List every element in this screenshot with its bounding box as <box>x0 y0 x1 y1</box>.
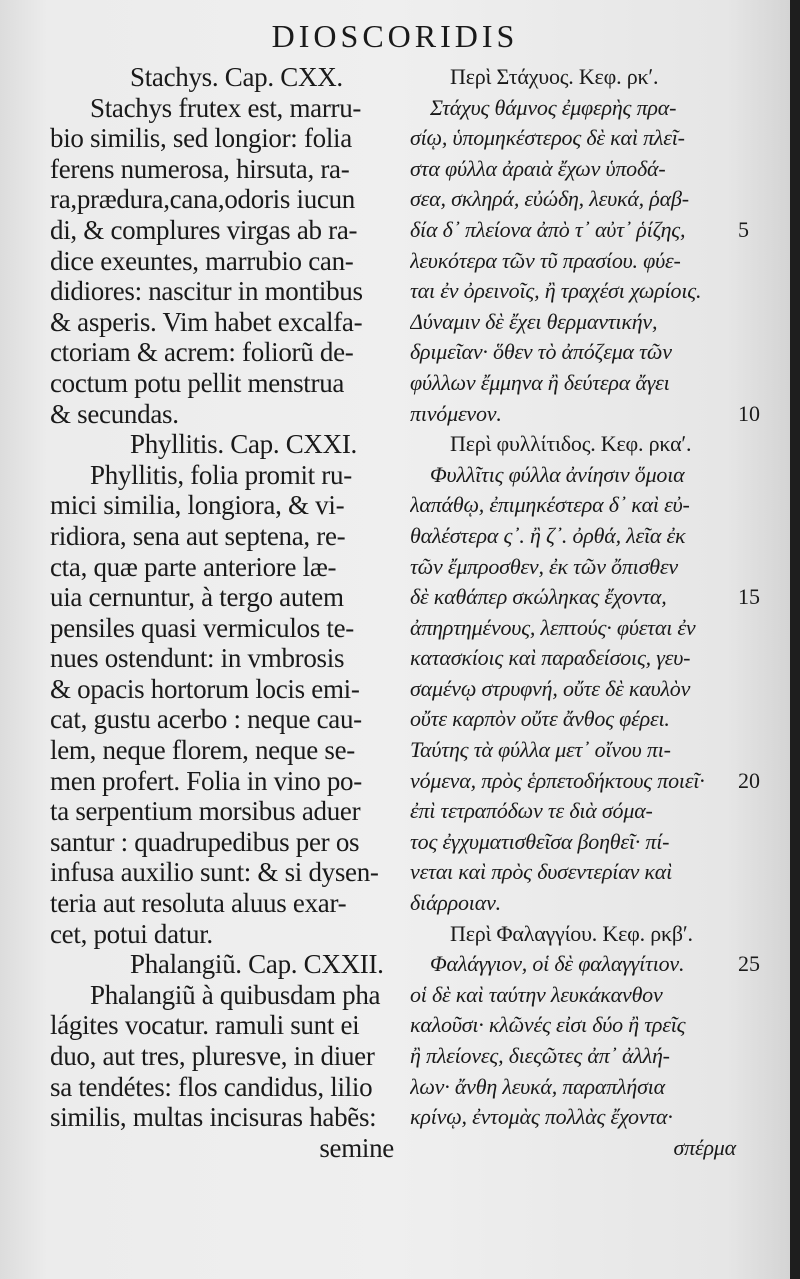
latin-text-line: cat, gustu acerbo : neque cau- <box>50 704 362 735</box>
greek-text-line: στα φύλλα ἀραιὰ ἔχων ὑποδά- <box>410 155 666 181</box>
greek-text-line: φύλλων ἔμμηνα ἢ δεύτερα ἄγει <box>410 369 670 395</box>
greek-text-line: Φυλλῖτις φύλλα ἀνίησιν ὅμοια <box>430 461 685 487</box>
greek-text-line: θαλέστερα ς᾽. ἢ ζ᾽. ὀρθά, λεῖα ἐκ <box>410 522 686 548</box>
latin-text-line: mici similia, longiora, & vi- <box>50 490 345 521</box>
greek-text-line: οἱ δὲ καὶ ταύτην λευκάκανθον <box>410 981 663 1007</box>
latin-text-line: duo, aut tres, pluresve, in diuer <box>50 1041 375 1071</box>
greek-text-line: νόμενα, πρὸς ἑρπετοδήκτους ποιεῖ· <box>410 767 705 793</box>
greek-text-line: τῶν ἔμπροσθεν, ἐκ τῶν ὄπισθεν <box>410 553 678 579</box>
latin-chapter-heading: Stachys. Cap. CXX. <box>130 62 343 92</box>
greek-text-line: Δύναμιν δὲ ἔχει θερμαντικήν, <box>410 308 658 334</box>
latin-text-line: lágites vocatur. ramuli sunt ei <box>50 1010 360 1041</box>
latin-text-line: Stachys frutex est, marru- <box>90 92 362 123</box>
latin-text-line: ferens numerosa, hirsuta, ra- <box>50 153 350 184</box>
greek-text-line: κρίνῳ, ἐντομὰς πολλὰς ἔχοντα· <box>410 1104 673 1130</box>
greek-text-line: διάρροιαν. <box>410 890 501 916</box>
greek-text-line: καλοῦσι· κλῶνές εἰσι δύο ἢ τρεῖς <box>410 1012 686 1038</box>
greek-text-line: ἢ πλείονες, διεςῶτες ἀπ᾽ ἀλλή- <box>410 1043 670 1068</box>
latin-text-line: ra,prædura,cana,odoris iucun <box>50 184 355 215</box>
greek-text-line: Ταύτης τὰ φύλλα μετ᾽ οἴνου πι- <box>410 737 671 763</box>
greek-text-line: δὲ καθάπερ σκώληκας ἔχοντα, <box>410 584 667 610</box>
margin-line-number: 15 <box>738 584 760 610</box>
margin-line-number: 25 <box>738 951 760 977</box>
latin-chapter-heading: Phyllitis. Cap. CXXI. <box>130 429 357 460</box>
greek-text-line: ται ἐν ὀρεινοῖς, ἢ τραχέσι χωρίοις. <box>410 278 702 304</box>
latin-catchword: semine <box>319 1132 394 1163</box>
page-edge <box>790 0 800 1279</box>
latin-text-line: dice exeuntes, marrubio can- <box>50 245 354 276</box>
greek-chapter-heading: Περὶ Φαλαγγίου. Κεφ. ρκβʹ. <box>450 920 693 946</box>
latin-text-line: cta, quæ parte anteriore læ- <box>50 551 337 582</box>
greek-chapter-heading: Περὶ φυλλίτιδος. Κεφ. ρκαʹ. <box>450 431 692 457</box>
margin-line-number: 10 <box>738 400 760 426</box>
latin-column <box>50 62 402 1163</box>
running-head: DIOSCORIDIS <box>271 18 519 54</box>
greek-text-line: οὔτε καρπὸν οὔτε ἄνθος φέρει. <box>410 706 670 732</box>
latin-text-line: bio similis, sed longior: folia <box>50 123 352 154</box>
greek-text-line: λων· ἄνθη λευκά, παραπλήσια <box>410 1073 666 1099</box>
greek-text-line: κατασκίοις καὶ παραδείσοις, γευ- <box>410 645 691 671</box>
latin-text-line: pensiles quasi vermiculos te- <box>50 612 354 643</box>
greek-text-line: δριμεῖαν· ὅθεν τὸ ἀπόζεμα τῶν <box>410 339 672 365</box>
greek-text-line: σεα, σκληρά, εὐώδη, λευκά, ῥαβ- <box>410 186 689 212</box>
greek-chapter-heading: Περὶ Στάχυος. Κεφ. ρκʹ. <box>450 64 659 89</box>
margin-line-number: 20 <box>738 767 760 793</box>
latin-text-line: infusa auxilio sunt: & si dysen- <box>50 857 379 888</box>
latin-text-line: nues ostendunt: in vmbrosis <box>50 643 345 674</box>
greek-text-line: ἀπηρτημένους, λεπτούς· φύεται ἐν <box>410 614 696 640</box>
latin-text-line: & opacis hortorum locis emi- <box>50 673 360 704</box>
greek-text-line: Στάχυς θάμνος ἐμφερὴς πρα- <box>430 94 677 120</box>
latin-text-line: & asperis. Vim habet excalfa- <box>50 306 363 337</box>
latin-text-line: sa tendétes: flos candidus, lilio <box>50 1071 373 1102</box>
margin-line-number: 5 <box>738 217 749 242</box>
greek-column <box>410 62 740 1163</box>
latin-text-line: ridiora, sena aut septena, re- <box>50 520 346 551</box>
greek-text-line: πινόμενον. <box>410 400 502 426</box>
latin-text-line: coctum potu pellit menstrua <box>50 367 345 398</box>
latin-text-line: ta serpentium morsibus aduer <box>50 796 361 827</box>
greek-catchword: σπέρμα <box>673 1134 736 1160</box>
latin-text-line: uia cernuntur, à tergo autem <box>50 582 344 613</box>
greek-text-line: σαμένῳ στρυφνή, οὔτε δὲ καυλὸν <box>410 675 691 701</box>
latin-text-line: cet, potui datur. <box>50 918 213 949</box>
latin-text-line: similis, multas incisuras habẽs: <box>50 1102 377 1133</box>
latin-text-line: santur : quadrupedibus per os <box>50 826 360 857</box>
latin-text-line: Phyllitis, folia promit ru- <box>90 459 352 490</box>
greek-text-line: ἐπὶ τετραπόδων τε διὰ σόμα- <box>410 798 653 824</box>
latin-text-line: men profert. Folia in vino po- <box>50 765 362 796</box>
greek-text-line: λευκότερα τῶν τῦ πρασίου. φύε- <box>410 247 681 273</box>
greek-text-line: νεται καὶ πρὸς δυσεντερίαν καὶ <box>410 859 673 885</box>
latin-chapter-heading: Phalangiũ. Cap. CXXII. <box>130 949 384 980</box>
greek-text-line: Φαλάγγιον, οἱ δὲ φαλαγγίτιον. <box>430 951 685 977</box>
latin-text-line: teria aut resoluta aluus exar- <box>50 888 347 919</box>
latin-text-line: Phalangiũ à quibusdam pha <box>90 979 381 1010</box>
latin-text-line: di, & complures virgas ab ra- <box>50 214 358 245</box>
latin-text-line: & secundas. <box>50 398 179 429</box>
latin-text-line: lem, neque florem, neque se- <box>50 735 355 766</box>
greek-text-line: λαπάθῳ, ἐπιμηκέστερα δ᾽ καὶ εὐ- <box>410 492 690 518</box>
greek-text-line: τος ἐγχυματισθεῖσα βοηθεῖ· πί- <box>410 828 670 854</box>
latin-text-line: didiores: nascitur in montibus <box>50 276 363 307</box>
greek-text-line: δία δ᾽ πλείονα ἀπὸ τ᾽ αὐτ᾽ ῥίζης, <box>410 216 686 242</box>
greek-text-line: σίῳ, ὑπομηκέστερος δὲ καὶ πλεῖ- <box>410 125 685 151</box>
latin-text-line: ctoriam & acrem: foliorũ de- <box>50 337 354 368</box>
